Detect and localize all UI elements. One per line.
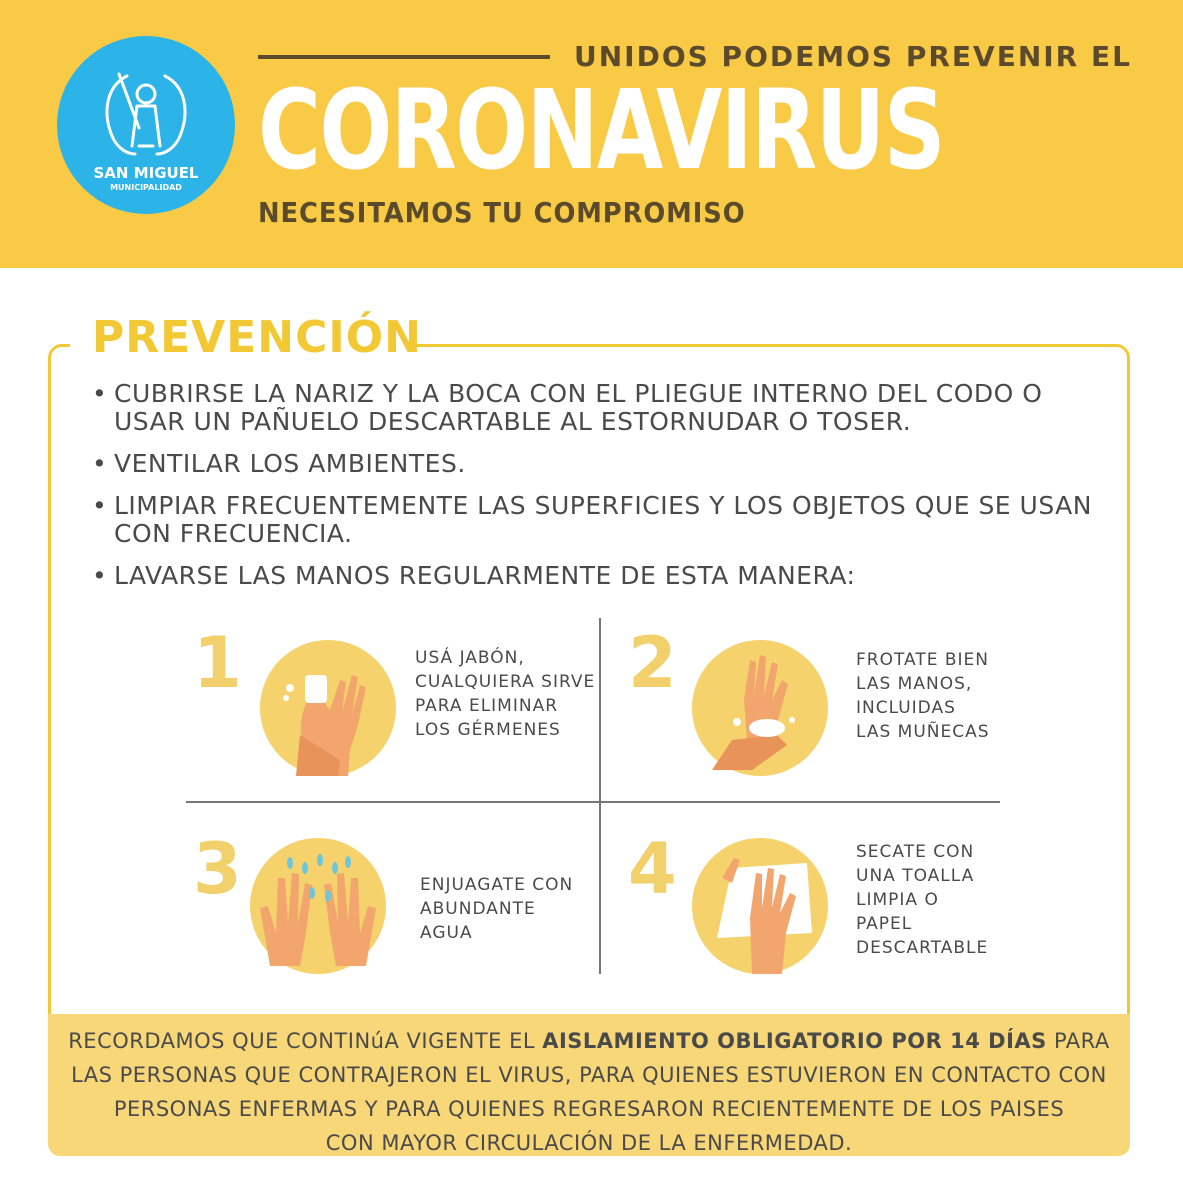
footer-line-3: PERSONAS ENFERMAS Y PARA QUIENES REGRESARON RECIENTEMENTE DE LOS PAISES	[113, 1097, 1065, 1121]
footer-text: PARA	[1046, 1029, 1110, 1053]
step-number: 1	[193, 622, 242, 704]
step-text: SECATE CON UNA TOALLA LIMPIA O PAPEL DESCARTABLE	[856, 842, 989, 958]
list-item: • LAVARSE LAS MANOS REGULARMENTE DE ESTA MANERA:	[88, 562, 1098, 590]
header-rule	[258, 55, 550, 59]
footer-line-4: CON MAYOR CIRCULACIÓN DE LA ENFERMEDAD.	[325, 1131, 853, 1155]
header-tagline: UNIDOS PODEMOS PREVENIR EL	[574, 40, 1132, 73]
rinse-hands-icon	[250, 838, 386, 974]
logo-name: SAN MIGUEL	[93, 164, 199, 182]
section-title: PREVENCIÓN	[92, 312, 423, 363]
footer-line-2: LAS PERSONAS QUE CONTRAJERON EL VIRUS, PARA QUIENES ESTUVIERON EN CONTACTO CON	[71, 1063, 1107, 1087]
grid-divider-horizontal	[186, 801, 1000, 803]
header-subtitle: NECESITAMOS TU COMPROMISO	[258, 196, 746, 229]
step-number: 4	[628, 828, 677, 910]
grid-divider-vertical	[599, 618, 601, 974]
list-item: • CUBRIRSE LA NARIZ Y LA BOCA CON EL PLIEGUE INTERNO DEL CODO O USAR UN PAÑUELO DESCARTABLE AL ESTORNUDAR O TOSER.	[88, 380, 1098, 436]
step-text: FROTATE BIEN LAS MANOS, INCLUIDAS LAS MUÑECAS	[856, 650, 990, 742]
soap-hands-icon	[260, 640, 396, 776]
san-miguel-logo	[57, 36, 235, 214]
footer-notice	[48, 1014, 1130, 1156]
logo-subtitle: MUNICIPALIDAD	[110, 183, 182, 192]
footer-text: RECORDAMOS QUE CONTINúA VIGENTE EL	[68, 1029, 543, 1053]
list-item: • VENTILAR LOS AMBIENTES.	[88, 450, 1098, 478]
rub-hands-icon	[692, 640, 828, 776]
list-item: • LIMPIAR FRECUENTEMENTE LAS SUPERFICIES Y LOS OBJETOS QUE SE USAN CON FRECUENCIA.	[88, 492, 1098, 548]
dry-hands-icon	[692, 838, 828, 974]
step-number: 2	[628, 622, 677, 704]
step-text: USÁ JABÓN, CUALQUIERA SIRVE PARA ELIMINAR LOS GÉRMENES	[415, 648, 596, 740]
step-text: ENJUAGATE CON ABUNDANTE AGUA	[420, 875, 574, 943]
footer-line-1	[48, 1024, 1130, 1058]
prevention-list	[88, 380, 1098, 604]
footer-highlight: AISLAMIENTO OBLIGATORIO POR 14 DÍAS	[542, 1029, 1047, 1053]
header-banner	[0, 0, 1183, 268]
step-number: 3	[193, 828, 242, 910]
header-title: CORONAVIRUS	[258, 66, 944, 194]
